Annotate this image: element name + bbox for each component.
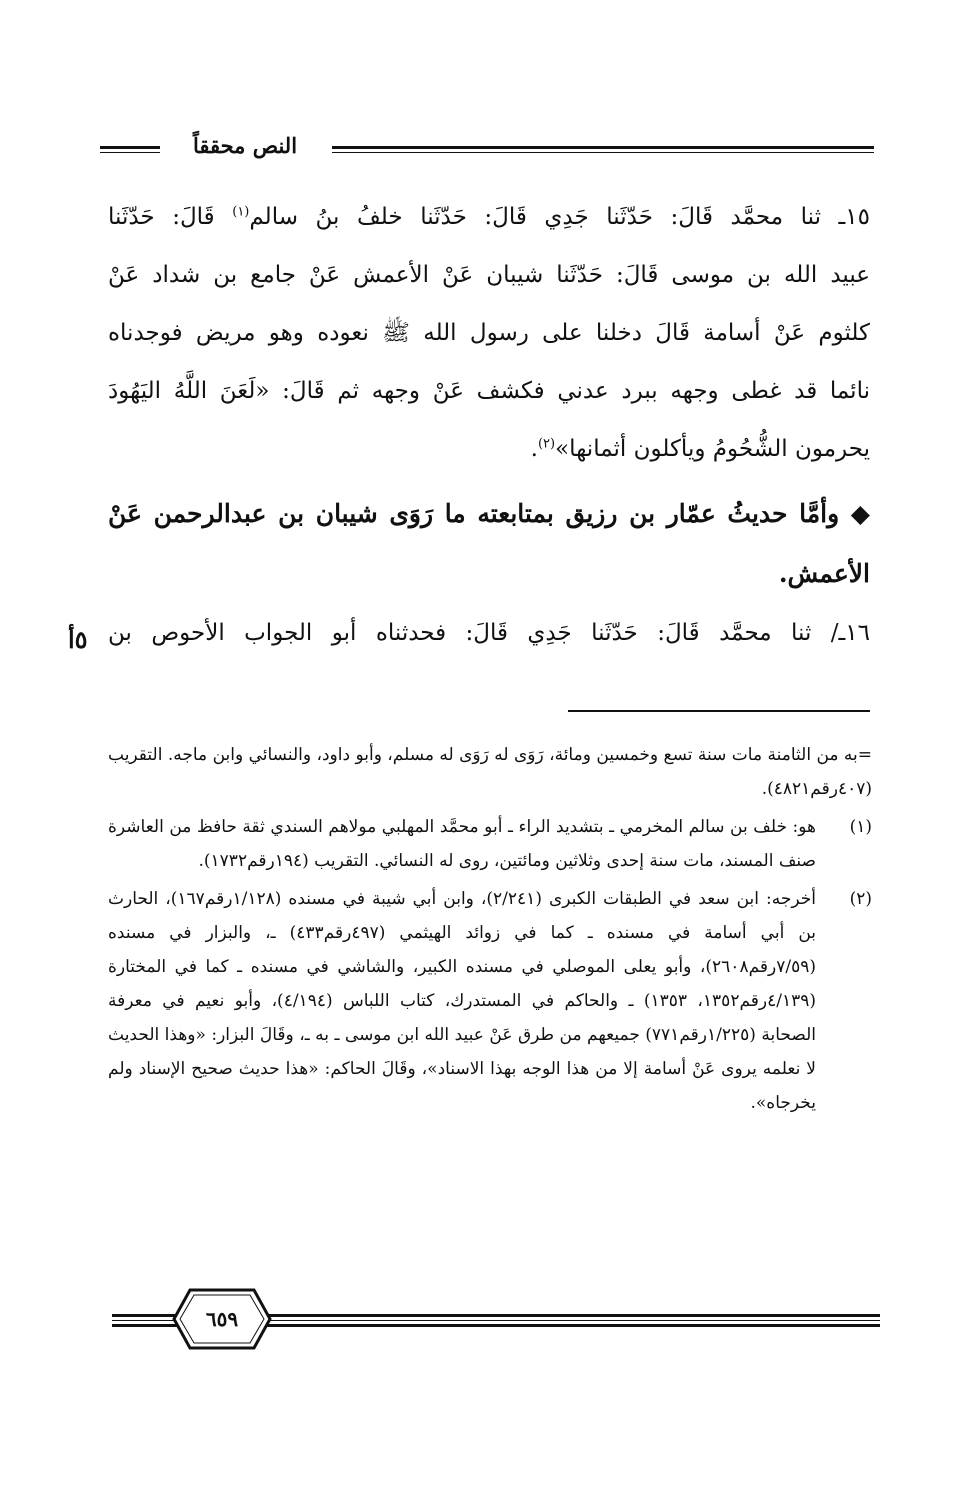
hadith-15-line-5 xyxy=(108,420,870,478)
footnote-separator xyxy=(568,710,870,712)
hadith-15-line-3: كلثوم عَنْ أسامة قَالَ دخلنا على رسول الله ﷺ نعوده وهو مريض فوجدناه xyxy=(108,320,870,346)
footnote-item xyxy=(108,882,872,1120)
main-text xyxy=(108,188,870,662)
footnote-number: (١) xyxy=(849,817,872,837)
running-header xyxy=(100,128,874,168)
footnote-ref-1[interactable]: (١) xyxy=(232,204,250,220)
footnote-ref-2[interactable]: (٢) xyxy=(537,436,556,452)
page-footer xyxy=(112,1288,880,1352)
hadith-16-line-1: ١٦ـ/ ثنا محمَّد قَالَ: حَدّثَنا جَدِي قَالَ: فحدثناه أبو الجواب الأحوص بن xyxy=(108,620,870,646)
header-title: النص محققاً xyxy=(170,128,320,164)
page-number: ٦٥٩ xyxy=(205,1307,239,1331)
footnote-continuation: =به من الثامنة مات سنة تسع وخمسين ومائة، رَوَى له رَوَى له مسلم، وأبو داود، والنسائي وابن ماجه. التقريب (٤٠٧رقم٤٨٢١). xyxy=(108,745,872,799)
section-heading: ◆ وأمَّا حديثُ عمّار بن رزيق بمتابعته ما رَوَى شيبان بن عبدالرحمن عَنْ الأعمش. xyxy=(108,499,870,588)
hadith-15-line-1 xyxy=(108,188,870,246)
hadith-15-text-a: ١٥ـ ثنا محمَّد قَالَ: حَدّثَنا جَدِي قَالَ: حَدّثَنا خلفُ بنُ سالم xyxy=(249,204,870,230)
hadith-15-line-2: عبيد الله بن موسى قَالَ: حَدّثَنا شيبان عَنْ الأعمش عَنْ جامع بن شداد عَنْ xyxy=(108,262,870,288)
header-rule-short xyxy=(100,146,160,149)
footnote-item xyxy=(108,810,872,878)
footnotes xyxy=(108,738,872,1124)
footnote-text: أخرجه: ابن سعد في الطبقات الكبرى (٢/٢٤١)، وابن أبي شيبة في مسنده (١/١٢٨رقم١٦٧)، الحارث بن أبي أسامة في مسنده ـ كما في زوائد الهيثمي (٤٩٧رقم٤٣٣) ـ، والبزار في مسنده (٧/٥٩رقم٢٦٠٨)، وأبو يعلى الموصلي في مسنده الكبير، والشاشي في مسنده ـ كما في المختارة (٤/١٣٩رقم١٣٥٢، ١٣٥٣) ـ والحاكم في المستدرك، كتاب اللباس (٤/١٩٤)، وأبو نعيم في معرفة الصحابة (١/٢٢٥رقم٧٧١) جميعهم من طرق عَنْ عبيد الله ابن موسى ـ به ـ، وقَالَ البزار: «وهذا الحديث لا نعلمه يروى عَنْ أسامة إلا من هذا الوجه بهذا الاسناد»، وقَالَ الحاكم: «هذا حديث صحيح الإسناد ولم يخرجاه». xyxy=(108,889,817,1113)
footnote-text: هو: خلف بن سالم المخرمي ـ بتشديد الراء ـ أبو محمَّد المهلبي مولاهم السندي ثقة حافظ من العاشرة صنف المسند، مات سنة إحدى وثلاثين ومائتين، روى له النسائي. التقريب (١٩٤رقم١٧٣٢). xyxy=(108,817,816,871)
hadith-15-text-d: . xyxy=(530,436,538,462)
page-number-badge xyxy=(172,1288,272,1350)
header-rule-short-thin xyxy=(100,152,160,153)
footnote-number: (٢) xyxy=(849,889,872,909)
header-rule xyxy=(332,146,874,149)
hadith-15-text-c: يحرمون الشُّحُومُ ويأكلون أثمانها» xyxy=(555,436,870,462)
manuscript-folio-marker: ٥أ xyxy=(68,625,88,654)
hadith-15-line-4: نائما قد غطى وجهه ببرد عدني فكشف عَنْ وجهه ثم قَالَ: «لَعَنَ اللَّهُ اليَهُودَ xyxy=(108,378,870,404)
header-rule-thin xyxy=(332,152,874,153)
hadith-15-text-b: قَالَ: حَدّثَنا xyxy=(108,204,233,230)
